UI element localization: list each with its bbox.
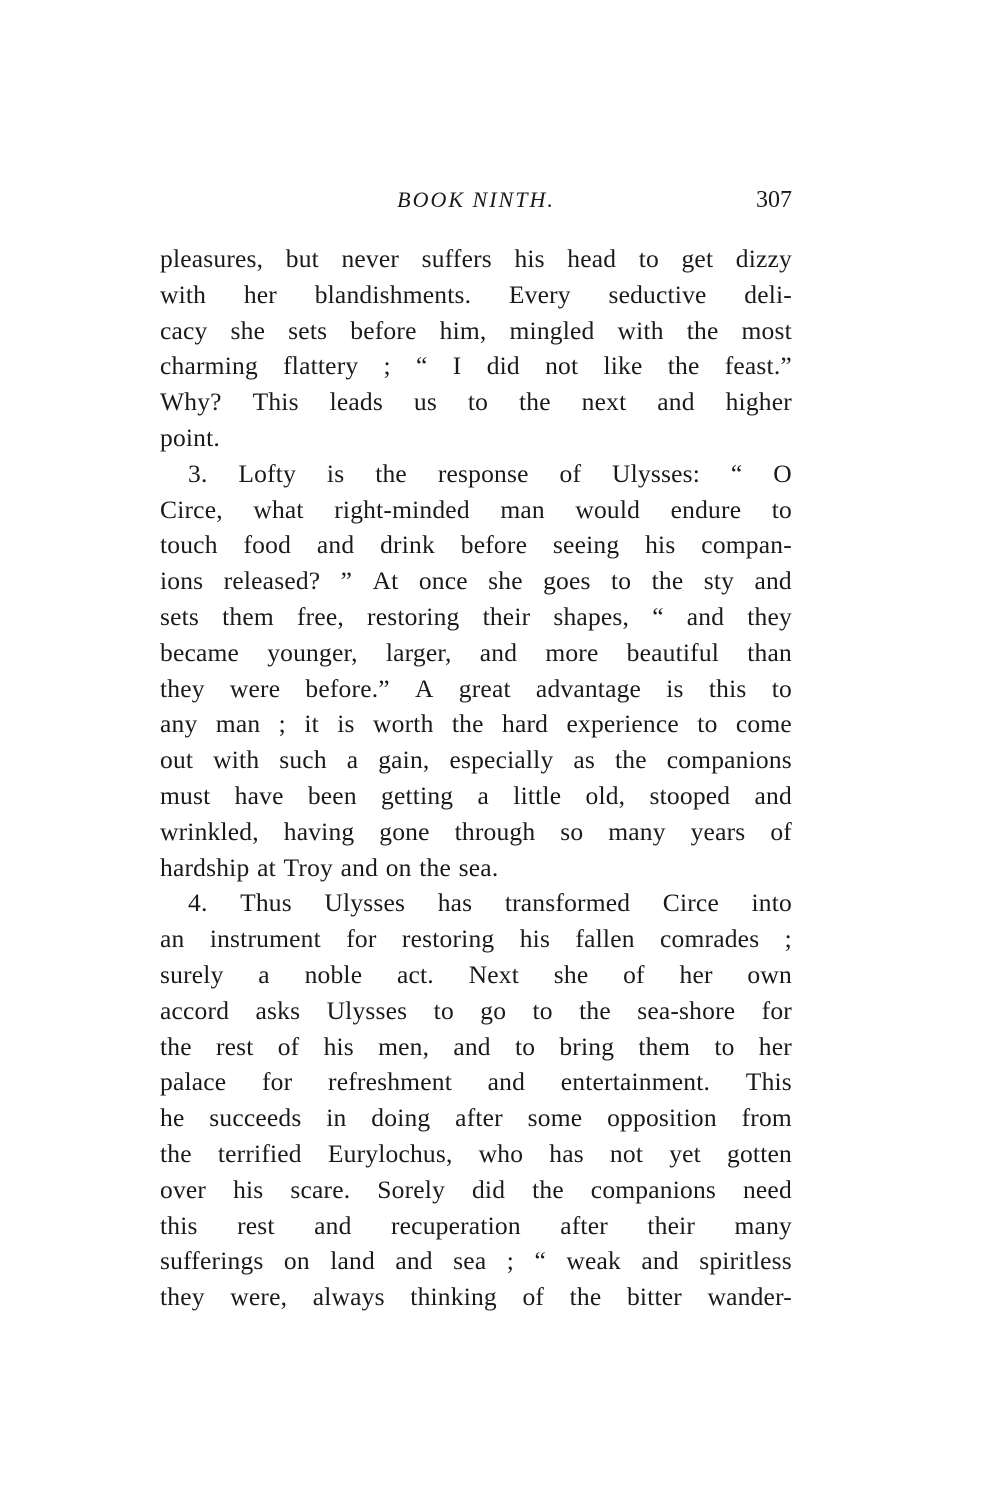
text-line <box>160 1100 792 1136</box>
word: gotten <box>727 1138 792 1168</box>
word: touch <box>160 530 218 560</box>
word: Ulysses: <box>612 458 701 488</box>
word: on <box>385 852 412 882</box>
text-line <box>160 1243 792 1279</box>
word: head <box>567 244 617 273</box>
word: to <box>467 387 489 417</box>
word: entertainment. <box>560 1067 711 1097</box>
word: feast.” <box>724 351 792 381</box>
word: refreshment <box>328 1067 452 1097</box>
word: asks <box>255 995 301 1025</box>
word: to <box>771 673 792 703</box>
word: us <box>413 387 437 417</box>
word: the <box>614 745 647 775</box>
text-line <box>160 1279 792 1315</box>
word: his <box>514 244 545 273</box>
text-line <box>160 527 792 563</box>
word: ; <box>278 709 286 739</box>
word: as <box>573 745 596 775</box>
word: with <box>617 315 664 345</box>
word: is <box>326 458 345 488</box>
word: to <box>514 1031 536 1061</box>
word: and <box>487 1067 526 1097</box>
word: sty <box>703 566 735 596</box>
body-text <box>160 241 792 1315</box>
word: right-minded <box>334 494 470 524</box>
word: point. <box>160 422 220 452</box>
word: Thus <box>240 888 292 918</box>
word: gain, <box>378 745 430 775</box>
running-head: BOOK NINTH. <box>397 187 555 212</box>
word: before <box>460 530 528 560</box>
text-line <box>160 277 792 313</box>
word: a <box>258 959 270 989</box>
word: stooped <box>649 780 731 810</box>
word: to <box>610 566 632 596</box>
word: the <box>579 995 611 1025</box>
word: to <box>433 995 454 1025</box>
word: man <box>215 709 261 739</box>
word: not <box>545 351 579 381</box>
word: ; <box>383 351 391 381</box>
word: ” <box>340 566 353 596</box>
word: at <box>257 852 276 882</box>
word: always <box>312 1282 385 1312</box>
word: getting <box>381 780 454 810</box>
word: come <box>735 709 792 739</box>
text-line <box>160 885 792 921</box>
word: ; <box>506 1246 515 1276</box>
word: her <box>243 279 277 309</box>
word: restoring <box>401 924 495 954</box>
word: pleasures, <box>160 244 264 273</box>
word: Circe, <box>160 494 223 524</box>
word: became <box>160 637 240 667</box>
text-line <box>160 1208 792 1244</box>
word: deli- <box>744 279 792 309</box>
word: beautiful <box>626 637 720 667</box>
word: must <box>160 780 211 810</box>
word: any <box>160 709 198 739</box>
word: and <box>453 1031 491 1061</box>
word: before <box>350 315 417 345</box>
word: of <box>522 1282 545 1312</box>
word: sea <box>453 1246 487 1276</box>
word: they <box>160 1282 205 1312</box>
word: wander- <box>707 1282 792 1312</box>
word: experience <box>566 709 679 739</box>
text-line <box>160 778 792 814</box>
word: “ <box>730 458 743 488</box>
word: weak <box>566 1246 621 1276</box>
text-line <box>160 384 792 420</box>
word: out <box>160 745 194 775</box>
word: food <box>243 530 292 560</box>
word: thinking <box>410 1282 497 1312</box>
text-line <box>160 241 792 277</box>
text-line <box>160 456 792 492</box>
word: ions <box>160 566 204 596</box>
text-line <box>160 957 792 993</box>
word: she <box>230 315 266 345</box>
word: it <box>304 709 319 739</box>
word: fallen <box>575 924 635 954</box>
word: land <box>330 1246 375 1276</box>
word: not <box>609 1138 644 1168</box>
word: cacy <box>160 315 208 345</box>
word: before.” <box>305 673 390 703</box>
word: what <box>253 494 304 524</box>
word: the <box>160 1031 192 1061</box>
word: blandishments. <box>314 279 472 309</box>
word: the <box>519 387 551 417</box>
word: has <box>437 888 473 918</box>
word: but <box>285 244 319 273</box>
word: many <box>608 816 666 846</box>
word: to <box>714 1031 735 1061</box>
word: his <box>233 1174 264 1204</box>
word: higher <box>725 387 792 417</box>
word: This <box>745 1067 792 1097</box>
word: companions <box>590 1174 717 1204</box>
word: dizzy <box>735 244 792 273</box>
word: sets <box>288 315 328 345</box>
word: a <box>346 745 359 775</box>
word: compan- <box>701 530 792 560</box>
word: sets <box>160 601 200 631</box>
word: great <box>458 673 511 703</box>
word: sufferings <box>160 1246 264 1276</box>
word: men, <box>378 1031 430 1061</box>
word: sea. <box>458 852 499 882</box>
text-line <box>160 850 792 886</box>
word: most <box>741 315 792 345</box>
word: advantage <box>535 673 642 703</box>
text-line <box>160 1064 792 1100</box>
word: bitter <box>626 1282 682 1312</box>
word: yet <box>669 1138 701 1168</box>
word: 3. <box>188 458 208 488</box>
word: Why? <box>160 387 222 417</box>
word: their <box>647 1210 696 1240</box>
word: she <box>488 566 523 596</box>
word: “ <box>652 601 664 631</box>
word: of <box>770 816 792 846</box>
word: opposition <box>607 1103 717 1133</box>
word: have <box>234 780 284 810</box>
word: noble <box>304 959 363 989</box>
word: Troy <box>283 852 333 882</box>
word: go <box>480 995 507 1025</box>
word: flattery <box>283 351 359 381</box>
word: some <box>527 1103 583 1133</box>
word: free, <box>296 601 344 631</box>
word: to <box>638 244 659 273</box>
word: Next <box>468 959 519 989</box>
word: rest <box>215 1031 254 1061</box>
word: to <box>771 494 792 524</box>
word: through <box>454 816 536 846</box>
word: many <box>734 1210 792 1240</box>
word: him, <box>439 315 487 345</box>
word: younger, <box>267 637 358 667</box>
word: the <box>667 351 700 381</box>
word: terrified <box>217 1138 302 1168</box>
text-line <box>160 1136 792 1172</box>
word: than <box>747 637 792 667</box>
text-line <box>160 671 792 707</box>
word: them <box>638 1031 691 1061</box>
word: her <box>758 1031 792 1061</box>
word: surely <box>160 959 224 989</box>
word: of <box>623 959 645 989</box>
word: into <box>751 888 792 918</box>
text-line <box>160 814 792 850</box>
text-line <box>160 742 792 778</box>
word: ; <box>784 924 792 954</box>
word: the <box>532 1174 564 1204</box>
word: with <box>213 745 260 775</box>
word: seductive <box>608 279 707 309</box>
word: an <box>160 924 185 954</box>
word: the <box>419 852 452 882</box>
text-line <box>160 635 792 671</box>
word: bring <box>559 1031 615 1061</box>
word: endure <box>670 494 742 524</box>
page-number: 307 <box>756 187 792 213</box>
word: the <box>375 458 407 488</box>
word: of <box>277 1031 300 1061</box>
word: to <box>697 709 718 739</box>
word: would <box>575 494 641 524</box>
word: more <box>545 637 599 667</box>
word: old, <box>585 780 626 810</box>
word: years <box>690 816 746 846</box>
word: a <box>477 780 490 810</box>
word: act. <box>396 959 434 989</box>
word: Eurylochus, <box>327 1138 453 1168</box>
word: Every <box>508 279 571 309</box>
word: for <box>761 995 792 1025</box>
word: the <box>451 709 484 739</box>
word: instrument <box>209 924 321 954</box>
word: suffers <box>421 244 492 273</box>
word: for <box>346 924 377 954</box>
word: recuperation <box>390 1210 521 1240</box>
word: and <box>395 1246 433 1276</box>
word: she <box>553 959 589 989</box>
word: has <box>549 1138 584 1168</box>
word: “ <box>416 351 428 381</box>
word: such <box>279 745 327 775</box>
word: over <box>160 1174 207 1204</box>
word: charming <box>160 351 258 381</box>
word: At <box>372 566 399 596</box>
word: he <box>160 1103 185 1133</box>
word: like <box>603 351 643 381</box>
word: in <box>326 1103 347 1133</box>
word: and <box>686 601 725 631</box>
word: doing <box>371 1103 431 1133</box>
word: leads <box>329 387 384 417</box>
word: get <box>681 244 714 273</box>
word: next <box>581 387 627 417</box>
word: they <box>160 673 205 703</box>
word: after <box>455 1103 503 1133</box>
word: and <box>657 387 695 417</box>
word: this <box>160 1210 198 1240</box>
word: scare. <box>290 1174 351 1204</box>
word: rest <box>237 1210 275 1240</box>
word: her <box>679 959 713 989</box>
word: A <box>414 673 434 703</box>
word: especially <box>449 745 554 775</box>
word: need <box>742 1174 792 1204</box>
word: Ulysses <box>326 995 408 1025</box>
word: who <box>478 1138 524 1168</box>
word: so <box>560 816 584 846</box>
word: gone <box>379 816 430 846</box>
word: spiritless <box>699 1246 792 1276</box>
word: once <box>418 566 468 596</box>
word: were, <box>230 1282 288 1312</box>
word: own <box>747 959 792 989</box>
text-line <box>160 993 792 1029</box>
word: did <box>471 1174 506 1204</box>
word: transformed <box>504 888 631 918</box>
text-line <box>160 921 792 957</box>
word: been <box>307 780 357 810</box>
word: Sorely <box>377 1174 446 1204</box>
word: worth <box>373 709 434 739</box>
word: and <box>479 637 518 667</box>
word: his <box>519 924 551 954</box>
text-line <box>160 313 792 349</box>
word: goes <box>543 566 591 596</box>
word: their <box>482 601 531 631</box>
word: them <box>222 601 274 631</box>
word: accord <box>160 995 230 1025</box>
word: mingled <box>509 315 595 345</box>
word: O <box>773 458 792 488</box>
word: man <box>500 494 545 524</box>
word: 4. <box>188 888 208 918</box>
word: his <box>645 530 676 560</box>
word: and <box>316 530 355 560</box>
word: comrades <box>660 924 760 954</box>
text-line <box>160 420 792 456</box>
text-line <box>160 1029 792 1065</box>
word: hardship <box>160 852 250 882</box>
page-header <box>160 185 792 215</box>
text-line <box>160 563 792 599</box>
word: palace <box>160 1067 227 1097</box>
word: and <box>754 566 792 596</box>
word: the <box>160 1138 192 1168</box>
text-line <box>160 348 792 384</box>
word: wrinkled, <box>160 816 259 846</box>
word: for <box>261 1067 293 1097</box>
word: the <box>651 566 684 596</box>
word: from <box>741 1103 792 1133</box>
word: I <box>452 351 462 381</box>
word: the <box>569 1282 602 1312</box>
word: and <box>314 1210 352 1240</box>
word: Lofty <box>238 458 297 488</box>
word: they <box>747 601 792 631</box>
word: and <box>754 780 792 810</box>
word: after <box>560 1210 608 1240</box>
word: is <box>666 673 684 703</box>
text-line <box>160 706 792 742</box>
word: with <box>160 279 207 309</box>
text-line <box>160 1172 792 1208</box>
word: on <box>283 1246 310 1276</box>
word: this <box>708 673 747 703</box>
word: hard <box>502 709 549 739</box>
word: larger, <box>385 637 452 667</box>
word: This <box>252 387 299 417</box>
word: is <box>337 709 355 739</box>
word: response <box>437 458 529 488</box>
word: “ <box>534 1246 546 1276</box>
word: and <box>340 852 379 882</box>
word: drink <box>380 530 435 560</box>
word: his <box>323 1031 354 1061</box>
word: succeeds <box>209 1103 302 1133</box>
text-line <box>160 599 792 635</box>
text-line <box>160 492 792 528</box>
word: the <box>686 315 719 345</box>
word: little <box>513 780 562 810</box>
word: sea-shore <box>637 995 736 1025</box>
word: did <box>486 351 520 381</box>
word: of <box>559 458 582 488</box>
word: and <box>641 1246 679 1276</box>
word: companions <box>666 745 792 775</box>
word: Ulysses <box>324 888 406 918</box>
word: having <box>283 816 355 846</box>
word: released? <box>223 566 321 596</box>
word: were <box>229 673 281 703</box>
word: shapes, <box>553 601 630 631</box>
word: restoring <box>367 601 460 631</box>
word: never <box>341 244 400 273</box>
word: seeing <box>552 530 620 560</box>
word: Circe <box>662 888 719 918</box>
word: to <box>532 995 553 1025</box>
